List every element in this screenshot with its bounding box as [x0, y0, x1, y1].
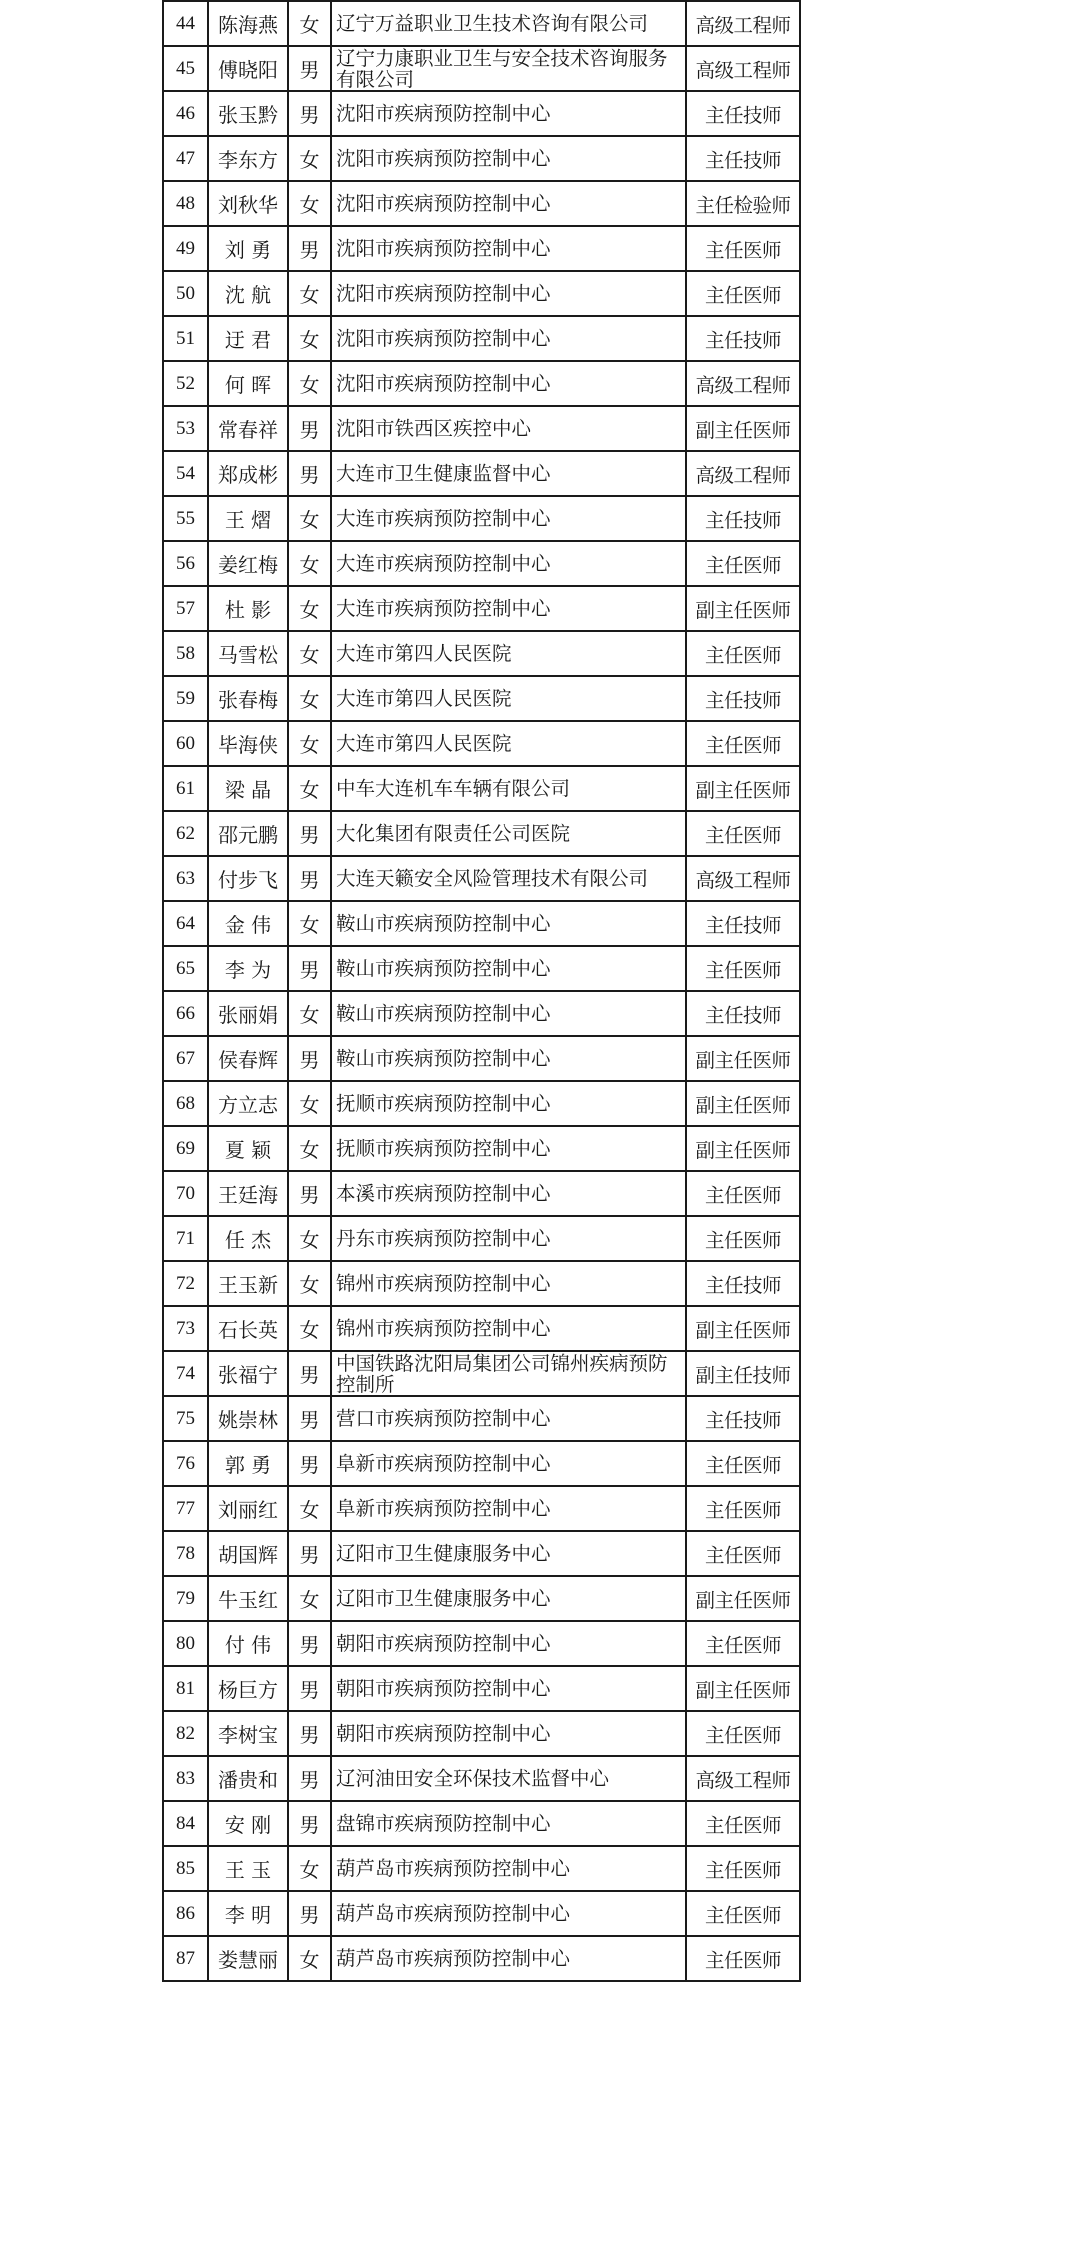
work-unit: 鞍山市疾病预防控制中心: [331, 901, 686, 946]
table-row: [163, 451, 800, 496]
person-name: 沈 航: [208, 271, 288, 316]
table-row: [163, 1576, 800, 1621]
gender: 女: [288, 586, 331, 631]
table-row: [163, 496, 800, 541]
work-unit: 大连市疾病预防控制中心: [331, 496, 686, 541]
table-row: [163, 271, 800, 316]
table-row: [163, 856, 800, 901]
table-row: [163, 1261, 800, 1306]
table-row: [163, 1711, 800, 1756]
professional-title: 高级工程师: [686, 451, 800, 496]
gender: 男: [288, 1036, 331, 1081]
professional-title: 主任技师: [686, 991, 800, 1036]
professional-title: 主任医师: [686, 1801, 800, 1846]
work-unit: 阜新市疾病预防控制中心: [331, 1486, 686, 1531]
row-number: 63: [163, 856, 208, 901]
row-number: 80: [163, 1621, 208, 1666]
gender: 男: [288, 226, 331, 271]
person-name: 何 晖: [208, 361, 288, 406]
table-row: [163, 316, 800, 361]
work-unit: 沈阳市铁西区疾控中心: [331, 406, 686, 451]
person-name: 潘贵和: [208, 1756, 288, 1801]
table-row: [163, 1621, 800, 1666]
row-number: 77: [163, 1486, 208, 1531]
table-row: [163, 1351, 800, 1396]
table-row: [163, 1936, 800, 1981]
row-number: 74: [163, 1351, 208, 1396]
row-number: 61: [163, 766, 208, 811]
work-unit: 中车大连机车车辆有限公司: [331, 766, 686, 811]
row-number: 76: [163, 1441, 208, 1486]
table-row: [163, 586, 800, 631]
person-name: 张福宁: [208, 1351, 288, 1396]
work-unit: 抚顺市疾病预防控制中心: [331, 1081, 686, 1126]
gender: 男: [288, 1171, 331, 1216]
work-unit: 沈阳市疾病预防控制中心: [331, 181, 686, 226]
professional-title: 副主任医师: [686, 1081, 800, 1126]
row-number: 66: [163, 991, 208, 1036]
person-name: 付步飞: [208, 856, 288, 901]
row-number: 51: [163, 316, 208, 361]
table-row: [163, 631, 800, 676]
work-unit: 辽河油田安全环保技术监督中心: [331, 1756, 686, 1801]
table-row: [163, 361, 800, 406]
professional-title: 主任技师: [686, 136, 800, 181]
table-row: [163, 406, 800, 451]
work-unit: 朝阳市疾病预防控制中心: [331, 1666, 686, 1711]
work-unit: 沈阳市疾病预防控制中心: [331, 271, 686, 316]
row-number: 64: [163, 901, 208, 946]
person-name: 姚崇林: [208, 1396, 288, 1441]
person-name: 李 明: [208, 1891, 288, 1936]
row-number: 59: [163, 676, 208, 721]
professional-title: 主任技师: [686, 676, 800, 721]
work-unit: 大连市卫生健康监督中心: [331, 451, 686, 496]
row-number: 45: [163, 46, 208, 91]
professional-title: 主任技师: [686, 496, 800, 541]
work-unit: 沈阳市疾病预防控制中心: [331, 226, 686, 271]
professional-title: 副主任医师: [686, 586, 800, 631]
professional-title: 副主任医师: [686, 1306, 800, 1351]
gender: 女: [288, 271, 331, 316]
professional-title: 主任医师: [686, 541, 800, 586]
row-number: 48: [163, 181, 208, 226]
person-name: 王 玉: [208, 1846, 288, 1891]
person-name: 迂 君: [208, 316, 288, 361]
person-name: 王玉新: [208, 1261, 288, 1306]
person-name: 付 伟: [208, 1621, 288, 1666]
professional-title: 主任医师: [686, 1936, 800, 1981]
work-unit: 辽阳市卫生健康服务中心: [331, 1576, 686, 1621]
row-number: 82: [163, 1711, 208, 1756]
row-number: 58: [163, 631, 208, 676]
row-number: 73: [163, 1306, 208, 1351]
table-row: [163, 1756, 800, 1801]
professional-title: 主任技师: [686, 1396, 800, 1441]
professional-title: 高级工程师: [686, 46, 800, 91]
person-name: 傅晓阳: [208, 46, 288, 91]
table-row: [163, 1171, 800, 1216]
gender: 女: [288, 1846, 331, 1891]
row-number: 57: [163, 586, 208, 631]
professional-title: 主任医师: [686, 1486, 800, 1531]
professional-title: 主任医师: [686, 1711, 800, 1756]
table-row: [163, 811, 800, 856]
row-number: 56: [163, 541, 208, 586]
work-unit: 辽宁力康职业卫生与安全技术咨询服务有限公司: [331, 46, 686, 91]
gender: 女: [288, 1081, 331, 1126]
gender: 女: [288, 1126, 331, 1171]
row-number: 47: [163, 136, 208, 181]
table-row: [163, 901, 800, 946]
gender: 男: [288, 1666, 331, 1711]
table-row: [163, 676, 800, 721]
work-unit: 阜新市疾病预防控制中心: [331, 1441, 686, 1486]
work-unit: 朝阳市疾病预防控制中心: [331, 1711, 686, 1756]
table-row: [163, 1486, 800, 1531]
row-number: 71: [163, 1216, 208, 1261]
person-name: 夏 颖: [208, 1126, 288, 1171]
table-row: [163, 991, 800, 1036]
row-number: 46: [163, 91, 208, 136]
table-row: [163, 1, 800, 46]
row-number: 72: [163, 1261, 208, 1306]
row-number: 52: [163, 361, 208, 406]
work-unit: 大连市疾病预防控制中心: [331, 541, 686, 586]
row-number: 60: [163, 721, 208, 766]
person-name: 牛玉红: [208, 1576, 288, 1621]
professional-title: 副主任医师: [686, 1036, 800, 1081]
work-unit: 大连市第四人民医院: [331, 721, 686, 766]
work-unit: 朝阳市疾病预防控制中心: [331, 1621, 686, 1666]
gender: 女: [288, 1936, 331, 1981]
table-row: [163, 946, 800, 991]
person-name: 姜红梅: [208, 541, 288, 586]
professional-title: 主任技师: [686, 316, 800, 361]
person-name: 胡国辉: [208, 1531, 288, 1576]
work-unit: 辽阳市卫生健康服务中心: [331, 1531, 686, 1576]
row-number: 79: [163, 1576, 208, 1621]
row-number: 54: [163, 451, 208, 496]
work-unit: 沈阳市疾病预防控制中心: [331, 361, 686, 406]
gender: 女: [288, 496, 331, 541]
row-number: 53: [163, 406, 208, 451]
gender: 女: [288, 361, 331, 406]
professional-title: 副主任医师: [686, 766, 800, 811]
gender: 男: [288, 1531, 331, 1576]
person-name: 金 伟: [208, 901, 288, 946]
person-name: 马雪松: [208, 631, 288, 676]
row-number: 78: [163, 1531, 208, 1576]
row-number: 65: [163, 946, 208, 991]
work-unit: 大连市第四人民医院: [331, 676, 686, 721]
person-name: 方立志: [208, 1081, 288, 1126]
row-number: 68: [163, 1081, 208, 1126]
table-row: [163, 1081, 800, 1126]
gender: 女: [288, 766, 331, 811]
person-name: 常春祥: [208, 406, 288, 451]
row-number: 81: [163, 1666, 208, 1711]
person-name: 郑成彬: [208, 451, 288, 496]
table-row: [163, 1846, 800, 1891]
table-row: [163, 46, 800, 91]
person-name: 张春梅: [208, 676, 288, 721]
row-number: 50: [163, 271, 208, 316]
person-name: 刘丽红: [208, 1486, 288, 1531]
gender: 男: [288, 1441, 331, 1486]
person-name: 李树宝: [208, 1711, 288, 1756]
work-unit: 中国铁路沈阳局集团公司锦州疾病预防控制所: [331, 1351, 686, 1396]
professional-title: 主任医师: [686, 226, 800, 271]
gender: 男: [288, 1621, 331, 1666]
gender: 女: [288, 1216, 331, 1261]
gender: 女: [288, 631, 331, 676]
gender: 男: [288, 406, 331, 451]
work-unit: 鞍山市疾病预防控制中心: [331, 991, 686, 1036]
row-number: 86: [163, 1891, 208, 1936]
professional-title: 主任医师: [686, 946, 800, 991]
gender: 男: [288, 1756, 331, 1801]
work-unit: 本溪市疾病预防控制中心: [331, 1171, 686, 1216]
work-unit: 大连天籁安全风险管理技术有限公司: [331, 856, 686, 901]
person-name: 陈海燕: [208, 1, 288, 46]
person-name: 郭 勇: [208, 1441, 288, 1486]
gender: 男: [288, 811, 331, 856]
row-number: 55: [163, 496, 208, 541]
gender: 男: [288, 46, 331, 91]
gender: 女: [288, 901, 331, 946]
gender: 女: [288, 676, 331, 721]
table-row: [163, 1891, 800, 1936]
person-name: 王廷海: [208, 1171, 288, 1216]
gender: 女: [288, 1486, 331, 1531]
row-number: 75: [163, 1396, 208, 1441]
person-name: 任 杰: [208, 1216, 288, 1261]
gender: 男: [288, 1801, 331, 1846]
gender: 女: [288, 1306, 331, 1351]
professional-title: 副主任医师: [686, 1666, 800, 1711]
gender: 男: [288, 1351, 331, 1396]
table-row: [163, 541, 800, 586]
professional-title: 主任医师: [686, 1621, 800, 1666]
row-number: 69: [163, 1126, 208, 1171]
work-unit: 辽宁万益职业卫生技术咨询有限公司: [331, 1, 686, 46]
work-unit: 沈阳市疾病预防控制中心: [331, 91, 686, 136]
work-unit: 营口市疾病预防控制中心: [331, 1396, 686, 1441]
row-number: 67: [163, 1036, 208, 1081]
person-name: 石长英: [208, 1306, 288, 1351]
table-row: [163, 91, 800, 136]
person-name: 李 为: [208, 946, 288, 991]
gender: 女: [288, 316, 331, 361]
person-name: 杜 影: [208, 586, 288, 631]
professional-title: 主任医师: [686, 1216, 800, 1261]
table-row: [163, 1441, 800, 1486]
work-unit: 盘锦市疾病预防控制中心: [331, 1801, 686, 1846]
gender: 女: [288, 721, 331, 766]
table-row: [163, 1396, 800, 1441]
person-name: 杨巨方: [208, 1666, 288, 1711]
work-unit: 大化集团有限责任公司医院: [331, 811, 686, 856]
row-number: 87: [163, 1936, 208, 1981]
person-name: 张玉黔: [208, 91, 288, 136]
table-row: [163, 1666, 800, 1711]
work-unit: 大连市第四人民医院: [331, 631, 686, 676]
work-unit: 锦州市疾病预防控制中心: [331, 1306, 686, 1351]
professional-title: 主任技师: [686, 1261, 800, 1306]
row-number: 70: [163, 1171, 208, 1216]
table-row: [163, 1126, 800, 1171]
person-name: 安 刚: [208, 1801, 288, 1846]
person-name: 邵元鹏: [208, 811, 288, 856]
table-row: [163, 1531, 800, 1576]
professional-title: 副主任医师: [686, 1576, 800, 1621]
professional-title: 主任医师: [686, 811, 800, 856]
gender: 女: [288, 991, 331, 1036]
gender: 男: [288, 1891, 331, 1936]
work-unit: 丹东市疾病预防控制中心: [331, 1216, 686, 1261]
person-name: 侯春辉: [208, 1036, 288, 1081]
person-name: 娄慧丽: [208, 1936, 288, 1981]
gender: 女: [288, 181, 331, 226]
gender: 女: [288, 136, 331, 181]
person-name: 刘 勇: [208, 226, 288, 271]
professional-title: 高级工程师: [686, 361, 800, 406]
table-row: [163, 1801, 800, 1846]
person-name: 张丽娟: [208, 991, 288, 1036]
work-unit: 葫芦岛市疾病预防控制中心: [331, 1891, 686, 1936]
professional-title: 主任检验师: [686, 181, 800, 226]
gender: 男: [288, 946, 331, 991]
gender: 女: [288, 1, 331, 46]
person-name: 刘秋华: [208, 181, 288, 226]
table-row: [163, 1306, 800, 1351]
table-body: [163, 1, 800, 1981]
professional-title: 主任医师: [686, 721, 800, 766]
table-row: [163, 1036, 800, 1081]
professional-title: 主任医师: [686, 271, 800, 316]
professional-title: 主任技师: [686, 901, 800, 946]
row-number: 49: [163, 226, 208, 271]
work-unit: 锦州市疾病预防控制中心: [331, 1261, 686, 1306]
gender: 男: [288, 1711, 331, 1756]
work-unit: 葫芦岛市疾病预防控制中心: [331, 1846, 686, 1891]
professional-title: 副主任医师: [686, 406, 800, 451]
professional-title: 高级工程师: [686, 1756, 800, 1801]
row-number: 85: [163, 1846, 208, 1891]
work-unit: 抚顺市疾病预防控制中心: [331, 1126, 686, 1171]
professional-title: 主任医师: [686, 631, 800, 676]
row-number: 62: [163, 811, 208, 856]
person-name: 王 熠: [208, 496, 288, 541]
work-unit: 葫芦岛市疾病预防控制中心: [331, 1936, 686, 1981]
row-number: 44: [163, 1, 208, 46]
professional-title: 副主任技师: [686, 1351, 800, 1396]
professional-title: 主任医师: [686, 1846, 800, 1891]
table-row: [163, 1216, 800, 1261]
professional-title: 主任医师: [686, 1441, 800, 1486]
table-row: [163, 226, 800, 271]
professional-title: 主任医师: [686, 1531, 800, 1576]
table-row: [163, 136, 800, 181]
person-name: 梁 晶: [208, 766, 288, 811]
work-unit: 鞍山市疾病预防控制中心: [331, 946, 686, 991]
gender: 男: [288, 856, 331, 901]
work-unit: 大连市疾病预防控制中心: [331, 586, 686, 631]
professional-title: 主任技师: [686, 91, 800, 136]
row-number: 84: [163, 1801, 208, 1846]
person-name: 毕海侠: [208, 721, 288, 766]
table-row: [163, 181, 800, 226]
professional-title: 副主任医师: [686, 1126, 800, 1171]
row-number: 83: [163, 1756, 208, 1801]
person-name: 李东方: [208, 136, 288, 181]
gender: 女: [288, 1576, 331, 1621]
work-unit: 沈阳市疾病预防控制中心: [331, 316, 686, 361]
professional-title: 高级工程师: [686, 856, 800, 901]
work-unit: 鞍山市疾病预防控制中心: [331, 1036, 686, 1081]
professional-title: 主任医师: [686, 1891, 800, 1936]
table-row: [163, 721, 800, 766]
professional-title: 主任医师: [686, 1171, 800, 1216]
gender: 女: [288, 1261, 331, 1306]
gender: 女: [288, 541, 331, 586]
expert-list-table: [162, 0, 801, 1982]
gender: 男: [288, 451, 331, 496]
work-unit: 沈阳市疾病预防控制中心: [331, 136, 686, 181]
gender: 男: [288, 1396, 331, 1441]
table-row: [163, 766, 800, 811]
professional-title: 高级工程师: [686, 1, 800, 46]
gender: 男: [288, 91, 331, 136]
